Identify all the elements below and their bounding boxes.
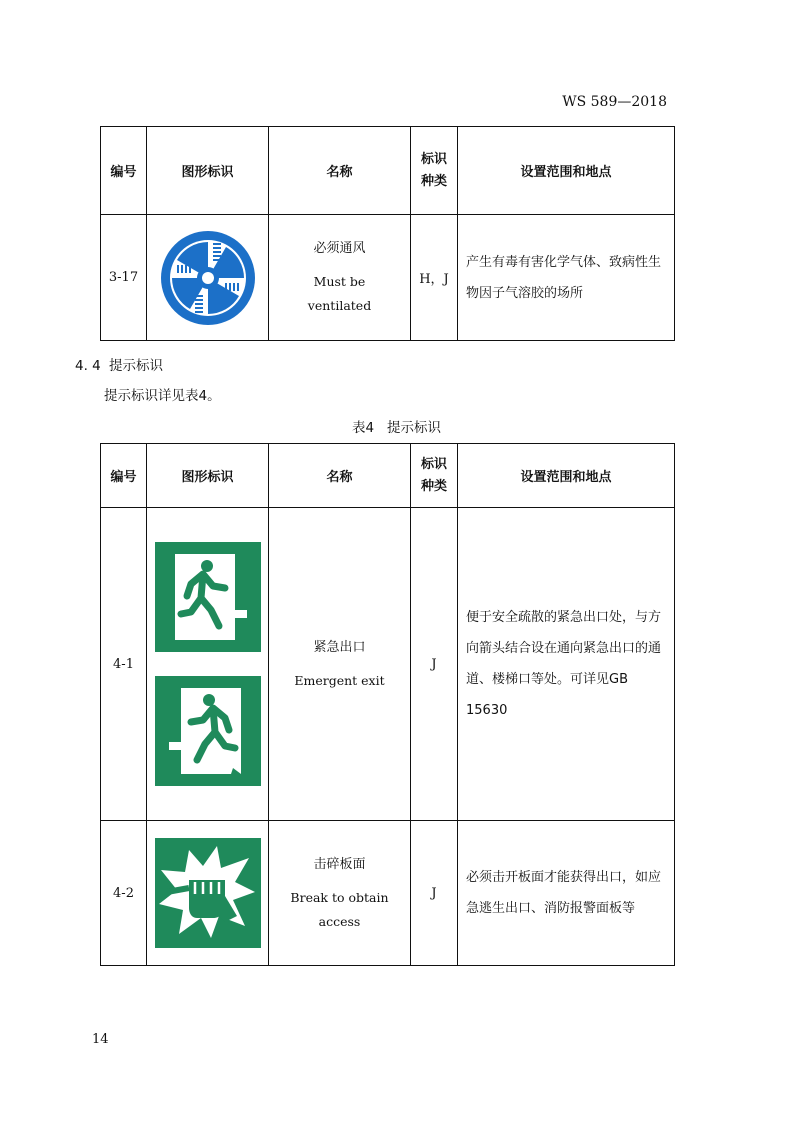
name-cell <box>269 508 411 821</box>
kind-cell: J <box>411 508 458 821</box>
emergency-exit-left-icon <box>155 676 261 786</box>
location-cell: 必须击开板面才能获得出口，如应急逃生出口、消防报警面板等 <box>458 821 675 966</box>
graphic-cell <box>147 215 269 341</box>
name-cell <box>269 215 411 341</box>
graphic-cell <box>147 508 269 821</box>
break-glass-icon <box>155 838 261 948</box>
section-title: 提示标识 <box>109 358 163 374</box>
header-kind: 标识种类 <box>411 444 458 508</box>
header-num: 编号 <box>101 444 147 508</box>
table-row <box>101 215 675 341</box>
header-num: 编号 <box>101 127 147 215</box>
document-code: WS 589—2018 <box>562 94 667 110</box>
name-en: Must be ventilated <box>307 274 372 313</box>
header-name: 名称 <box>269 127 411 215</box>
row-number: 3-17 <box>101 215 147 341</box>
section-heading <box>75 354 163 374</box>
name-en: Break to obtain access <box>290 889 389 929</box>
table-4 <box>100 443 675 966</box>
emergency-exit-right-icon <box>155 542 261 652</box>
row-number: 4-1 <box>101 508 147 821</box>
table-header-row <box>101 444 675 508</box>
header-location: 设置范围和地点 <box>458 444 675 508</box>
header-location: 设置范围和地点 <box>458 127 675 215</box>
table-3 <box>100 126 675 341</box>
kind-cell: H，J <box>411 215 458 341</box>
page-number: 14 <box>92 1032 109 1047</box>
name-cn: 必须通风 <box>313 241 366 256</box>
ventilation-fan-icon <box>160 230 256 326</box>
table-row <box>101 821 675 966</box>
location-cell: 产生有毒有害化学气体、致病性生物因子气溶胶的场所 <box>458 215 675 341</box>
name-cn: 击碎板面 <box>313 856 366 872</box>
name-cell <box>269 821 411 966</box>
row-number: 4-2 <box>101 821 147 966</box>
table-caption: 表4 提示标识 <box>352 420 441 436</box>
section-number: 4. 4 <box>75 358 101 374</box>
name-en: Emergent exit <box>294 672 385 688</box>
name-cn: 紧急出口 <box>313 639 366 655</box>
header-kind: 标识种类 <box>411 127 458 215</box>
table-header-row <box>101 127 675 215</box>
table-row <box>101 508 675 821</box>
paragraph: 提示标识详见表4。 <box>104 388 221 404</box>
graphic-cell <box>147 821 269 966</box>
header-graphic: 图形标识 <box>147 127 269 215</box>
header-name: 名称 <box>269 444 411 508</box>
location-cell: 便于安全疏散的紧急出口处，与方向箭头结合设在通向紧急出口的通道、楼梯口等处。可详见GB 15630 <box>458 508 675 821</box>
header-graphic: 图形标识 <box>147 444 269 508</box>
kind-cell: J <box>411 821 458 966</box>
